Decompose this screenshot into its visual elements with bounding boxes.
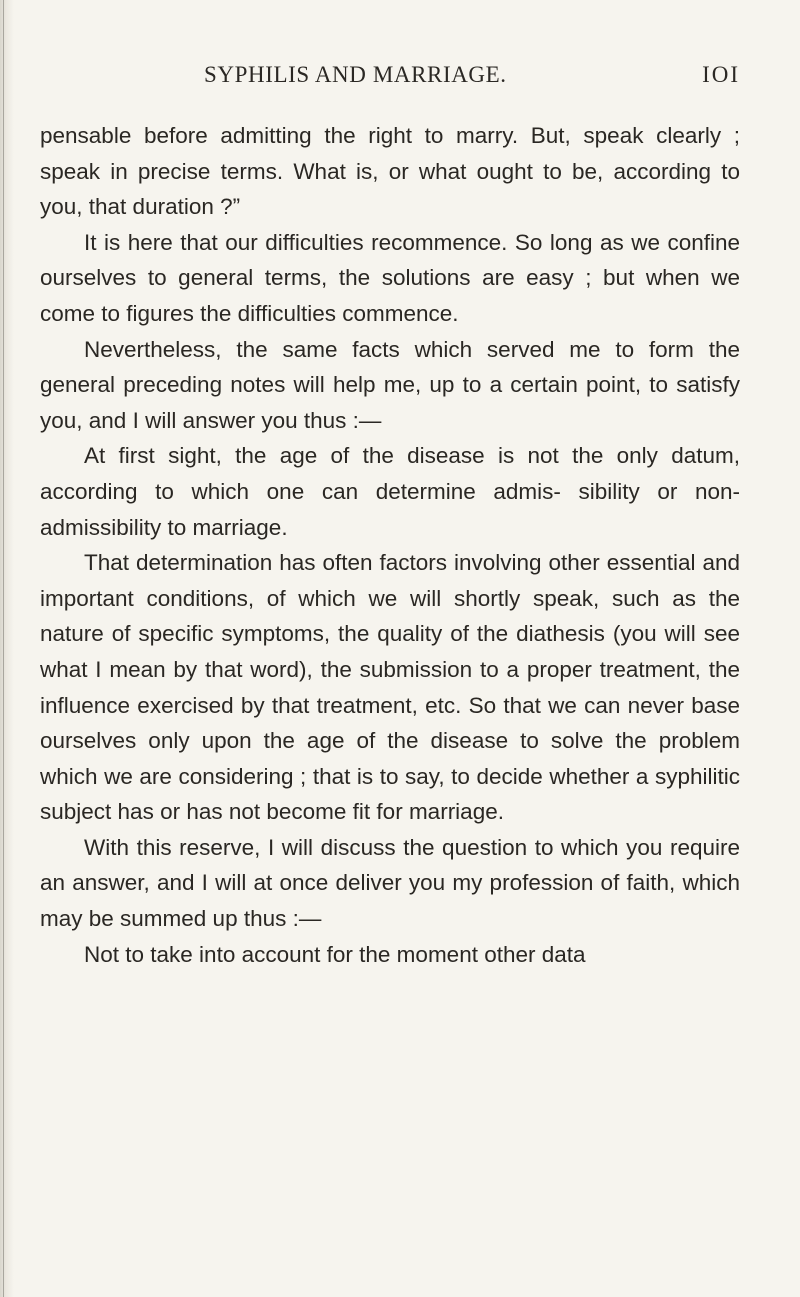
body-text (40, 118, 740, 972)
page-gutter (0, 0, 14, 1297)
paragraph-1: pensable before admitting the right to marry. But, speak clearly ; speak in precise terms. What is, or what ought to be, according to you, that duration ?” (40, 123, 740, 220)
running-head (40, 62, 740, 92)
paragraph-4: At first sight, the age of the disease is not the only datum, according to which one can determine admis- sibility or non-admissibility to marriage. (40, 443, 740, 540)
paragraph-3: Nevertheless, the same facts which served me to form the general preceding notes will help me, up to a certain point, to satisfy you, and I will answer you thus :— (40, 336, 740, 433)
running-title: SYPHILIS AND MARRIAGE. (204, 62, 507, 87)
paragraph-7: Not to take into account for the moment other data (84, 941, 586, 967)
binding-edge-line (3, 0, 4, 1297)
paragraph-2: It is here that our difficulties recommence. So long as we confine ourselves to general terms, the solutions are easy ; but when we come to figures the difficulties commence. (40, 229, 740, 326)
page-number: IOI (702, 62, 740, 87)
paragraph-6: With this reserve, I will discuss the question to which you require an answer, and I will at once deliver you my profession of faith, which may be summed up thus :— (40, 834, 740, 932)
paragraph-5: That determination has often factors involving other essential and important conditions, of which we will shortly speak, such as the nature of specific symptoms, the quality of the diathesis (you will see what I mean by that word), the submission to a proper treatment, the influence exercised by that treatment, etc. So that we can never base ourselves only upon the age of the disease to solve the problem which we are considering ; that is to say, to decide whether a syphilitic subject has or has not become fit for marriage. (40, 550, 740, 825)
